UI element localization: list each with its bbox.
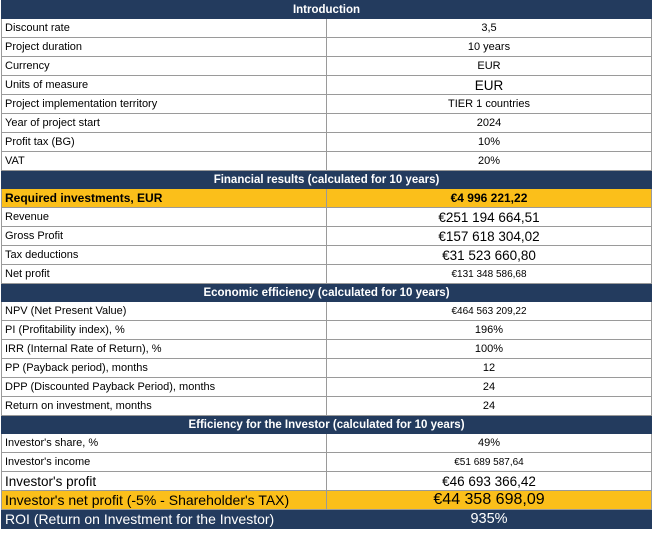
- table-row: [2, 340, 652, 359]
- row-label: NPV (Net Present Value): [2, 302, 327, 321]
- row-label: Year of project start: [2, 114, 327, 133]
- row-label: Project duration: [2, 38, 327, 57]
- table-row: [2, 302, 652, 321]
- table-row: [2, 57, 652, 76]
- row-value: 3,5: [327, 19, 652, 38]
- table-row: [2, 227, 652, 246]
- row-value: 196%: [327, 321, 652, 340]
- table-row: [2, 359, 652, 378]
- section-title: Introduction: [2, 1, 652, 19]
- row-label: PP (Payback period), months: [2, 359, 327, 378]
- table-row: [2, 95, 652, 114]
- row-value: 2024: [327, 114, 652, 133]
- row-value: €4 996 221,22: [327, 189, 652, 208]
- row-label: Gross Profit: [2, 227, 327, 246]
- table-row-highlight: [2, 491, 652, 510]
- row-value: EUR: [327, 57, 652, 76]
- table-row: [2, 321, 652, 340]
- row-value: €251 194 664,51: [327, 208, 652, 227]
- table-row: [2, 472, 652, 491]
- row-label: Currency: [2, 57, 327, 76]
- table-row: [2, 453, 652, 472]
- row-label: Net profit: [2, 265, 327, 284]
- row-label: ROI (Return on Investment for the Investor): [2, 510, 327, 529]
- row-value: 20%: [327, 152, 652, 171]
- table-row: [2, 19, 652, 38]
- table-row: [2, 265, 652, 284]
- row-label: PI (Profitability index), %: [2, 321, 327, 340]
- table-row: [2, 114, 652, 133]
- row-label: Investor's income: [2, 453, 327, 472]
- row-label: Project implementation territory: [2, 95, 327, 114]
- row-value: 935%: [327, 510, 652, 529]
- investment-summary-table: [1, 0, 652, 529]
- section-header-financial-results: [2, 171, 652, 189]
- row-label: Investor's net profit (-5% - Shareholder's TAX): [2, 491, 327, 510]
- row-label: Return on investment, months: [2, 397, 327, 416]
- section-header-economic-efficiency: [2, 284, 652, 302]
- table-row: [2, 434, 652, 453]
- row-value: 100%: [327, 340, 652, 359]
- row-value: €31 523 660,80: [327, 246, 652, 265]
- row-value: TIER 1 countries: [327, 95, 652, 114]
- table-row: [2, 397, 652, 416]
- table-row-highlight: [2, 189, 652, 208]
- table-row: [2, 246, 652, 265]
- row-label: DPP (Discounted Payback Period), months: [2, 378, 327, 397]
- row-label: Discount rate: [2, 19, 327, 38]
- row-value: 12: [327, 359, 652, 378]
- row-label: Profit tax (BG): [2, 133, 327, 152]
- row-label: VAT: [2, 152, 327, 171]
- row-value: 10%: [327, 133, 652, 152]
- row-value: €46 693 366,42: [327, 472, 652, 491]
- section-header-introduction: [2, 1, 652, 19]
- row-value: 10 years: [327, 38, 652, 57]
- section-title: Economic efficiency (calculated for 10 years): [2, 284, 652, 302]
- row-label: Required investments, EUR: [2, 189, 327, 208]
- section-title: Financial results (calculated for 10 years): [2, 171, 652, 189]
- row-label: Units of measure: [2, 76, 327, 95]
- row-value: 24: [327, 378, 652, 397]
- table-row: [2, 208, 652, 227]
- row-value: €51 689 587,64: [327, 453, 652, 472]
- row-value: €44 358 698,09: [327, 491, 652, 510]
- table-row: [2, 38, 652, 57]
- row-value: €131 348 586,68: [327, 265, 652, 284]
- table-row: [2, 152, 652, 171]
- section-header-investor-efficiency: [2, 416, 652, 434]
- row-value: EUR: [327, 76, 652, 95]
- row-value: €464 563 209,22: [327, 302, 652, 321]
- row-value: 49%: [327, 434, 652, 453]
- row-value: €157 618 304,02: [327, 227, 652, 246]
- table-row: [2, 378, 652, 397]
- row-label: Investor's share, %: [2, 434, 327, 453]
- table-row: [2, 76, 652, 95]
- table-row-roi: [2, 510, 652, 529]
- table-row: [2, 133, 652, 152]
- row-value: 24: [327, 397, 652, 416]
- row-label: IRR (Internal Rate of Return), %: [2, 340, 327, 359]
- section-title: Efficiency for the Investor (calculated for 10 years): [2, 416, 652, 434]
- row-label: Tax deductions: [2, 246, 327, 265]
- row-label: Revenue: [2, 208, 327, 227]
- row-label: Investor's profit: [2, 472, 327, 491]
